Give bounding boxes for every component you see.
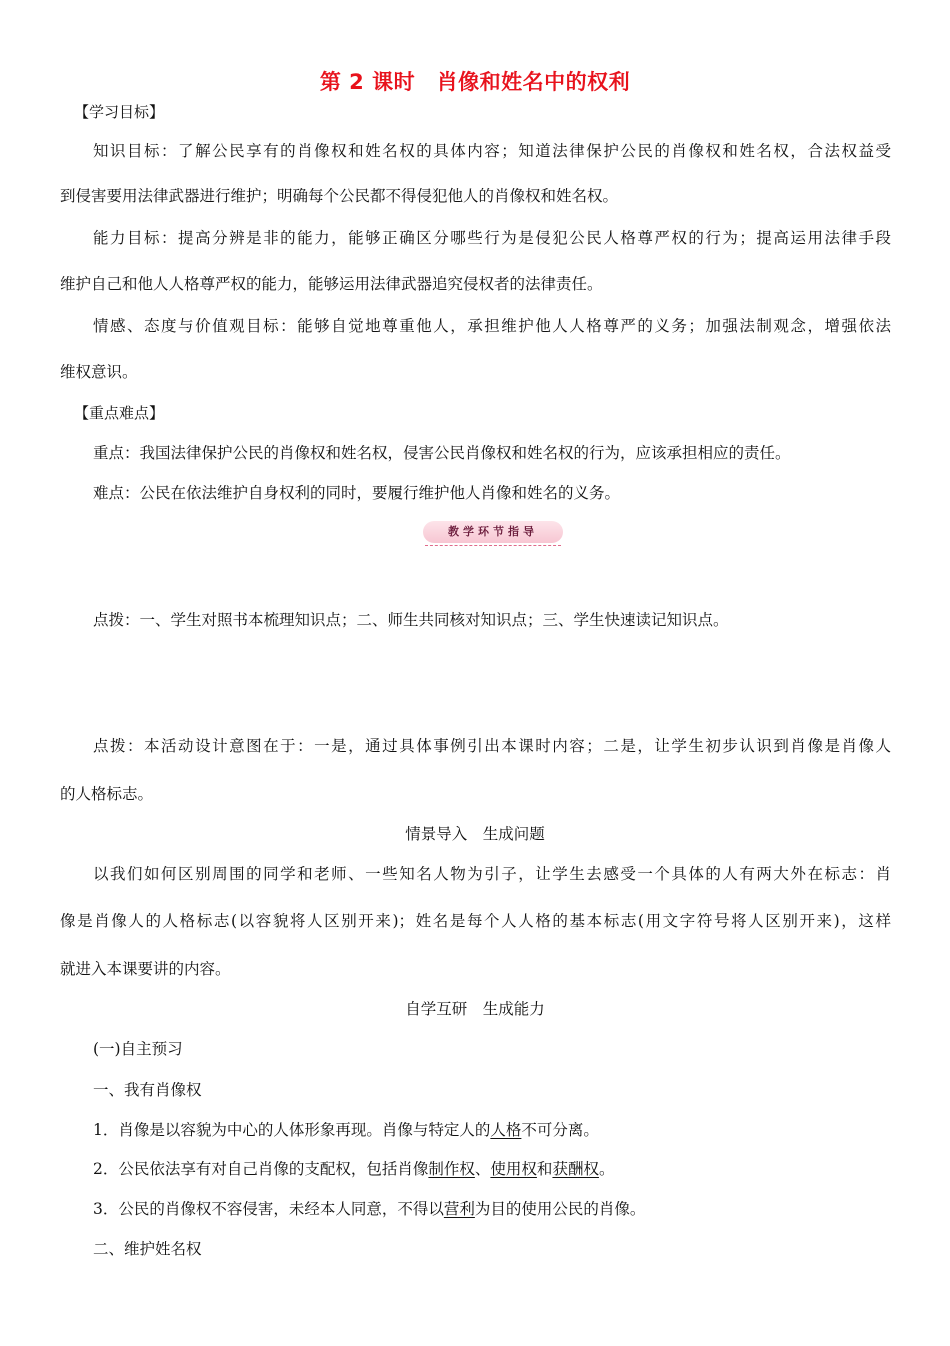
emotion-goal-line1: 情感、态度与价值观目标：能够自觉地尊重他人，承担维护他人人格尊严的义务；加强法制观念，增强依法 — [93, 317, 891, 335]
item-2-answer-1: 制作权 — [428, 1160, 475, 1178]
item-3-prefix: 3．公民的肖像权不容侵害，未经本人同意，不得以 — [93, 1200, 444, 1218]
teaching-guide-banner — [423, 519, 563, 547]
lesson-title: 第 2 课时 肖像和姓名中的权利 — [319, 70, 631, 94]
scene-intro-line1: 以我们如何区别周围的同学和老师、一些知名人物为引子，让学生去感受一个具体的人有两大外在标志：肖 — [93, 865, 891, 883]
part-1-heading: 一、我有肖像权 — [93, 1081, 202, 1099]
banner-label: 教学环节指导 — [448, 525, 538, 538]
item-3-answer: 营利 — [443, 1200, 475, 1218]
tip-2-line2: 的人格标志。 — [60, 785, 154, 803]
item-1-answer: 人格 — [490, 1121, 522, 1139]
item-2-sep-2: 和 — [536, 1160, 553, 1178]
knowledge-goal-line2: 到侵害要用法律武器进行维护；明确每个公民都不得侵犯他人的肖像权和姓名权。 — [60, 187, 619, 205]
section-heading-self-study: 自学互研 生成能力 — [405, 1000, 545, 1018]
item-2-sep-1: 、 — [474, 1160, 491, 1178]
ability-goal-line2: 维护自己和他人人格尊严权的能力，能够运用法律武器追究侵权者的法律责任。 — [60, 275, 603, 293]
section-heading-scene-intro: 情景导入 生成问题 — [405, 825, 545, 843]
item-2-answer-3: 获酬权 — [552, 1160, 599, 1178]
knowledge-goal-line1: 知识目标：了解公民享有的肖像权和姓名权的具体内容；知道法律保护公民的肖像权和姓名权，合法权益受 — [93, 142, 891, 160]
preview-heading: (一)自主预习 — [93, 1040, 183, 1058]
objectives-heading: 【学习目标】 — [74, 103, 165, 121]
emotion-goal-line2: 维权意识。 — [60, 363, 138, 381]
item-2-suffix: 。 — [598, 1160, 615, 1178]
item-3-suffix: 为目的使用公民的肖像。 — [474, 1200, 646, 1218]
item-1 — [93, 1119, 599, 1141]
item-2-prefix: 2．公民依法享有对自己肖像的支配权，包括肖像 — [93, 1160, 429, 1178]
item-2 — [93, 1158, 614, 1180]
item-2-answer-2: 使用权 — [490, 1160, 537, 1178]
tip-1: 点拨：一、学生对照书本梳理知识点；二、师生共同核对知识点；三、学生快速读记知识点。 — [93, 611, 729, 629]
item-1-suffix: 不可分离。 — [521, 1121, 599, 1139]
difficult-point: 难点：公民在依法维护自身权利的同时，要履行维护他人肖像和姓名的义务。 — [93, 484, 621, 502]
item-1-prefix: 1．肖像是以容貌为中心的人体形象再现。肖像与特定人的 — [93, 1121, 491, 1139]
item-3 — [93, 1198, 645, 1220]
key-point: 重点：我国法律保护公民的肖像权和姓名权，侵害公民肖像权和姓名权的行为，应该承担相应的责任。 — [93, 444, 791, 462]
scene-intro-line3: 就进入本课要讲的内容。 — [60, 960, 231, 978]
tip-2-line1: 点拨：本活动设计意图在于：一是，通过具体事例引出本课时内容；二是，让学生初步认识到肖像是肖像人 — [93, 737, 891, 755]
banner-dashed-underline — [425, 545, 561, 546]
ability-goal-line1: 能力目标：提高分辨是非的能力，能够正确区分哪些行为是侵犯公民人格尊严权的行为；提高运用法律手段 — [93, 229, 891, 247]
part-2-heading: 二、维护姓名权 — [93, 1240, 202, 1258]
scene-intro-line2: 像是肖像人的人格标志(以容貌将人区别开来)；姓名是每个人人格的基本标志(用文字符号将人区别开来)，这样 — [60, 912, 891, 930]
key-points-heading: 【重点难点】 — [74, 404, 165, 422]
